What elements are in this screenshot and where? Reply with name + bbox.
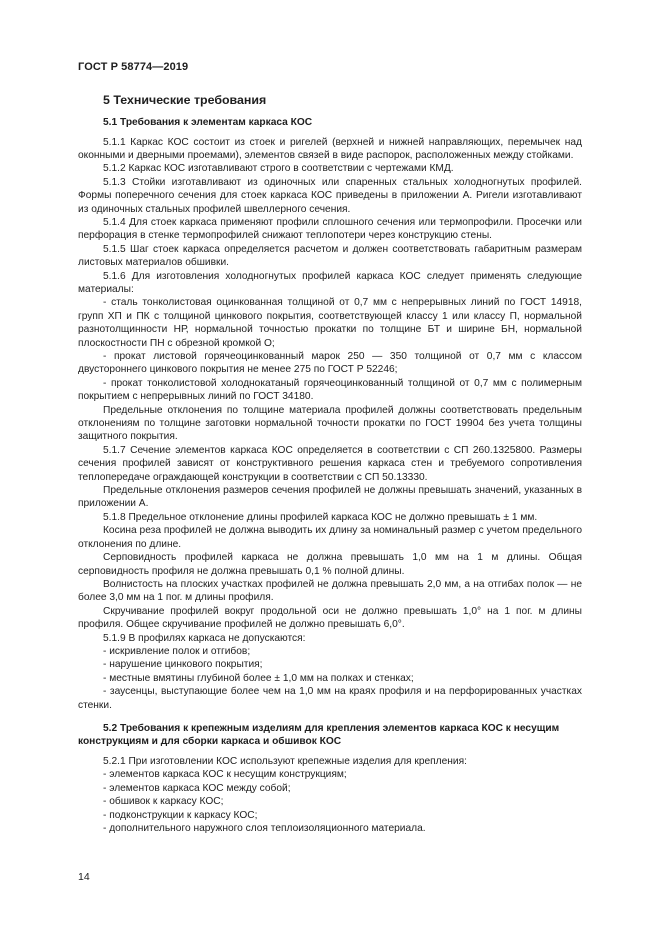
- document-header: ГОСТ Р 58774—2019: [78, 61, 189, 73]
- paragraph: 5.1.6 Для изготовления холодногнутых профилей каркаса КОС следует применять следующие материалы:: [78, 270, 582, 295]
- paragraph: - заусенцы, выступающие более чем на 1,0 мм на краях профиля и на перфорированных участках стенки.: [78, 686, 582, 711]
- section-5-1-title: 5.1 Требования к элементам каркаса КОС: [103, 117, 313, 128]
- paragraph: 5.1.1 Каркас КОС состоит из стоек и ригелей (верхней и нижней направляющих, перемычек над оконными и дверными проемами), элементов связей в виде распорок, расположенных между стойками.: [78, 136, 582, 161]
- document-body: [78, 92, 582, 835]
- paragraph: 5.2.1 При изготовлении КОС используют крепежные изделия для крепления:: [103, 755, 467, 767]
- paragraph: 5.1.5 Шаг стоек каркаса определяется расчетом и должен соответствовать габаритным размерам листовых материалов обшивки.: [78, 243, 582, 269]
- paragraph: 5.1.4 Для стоек каркаса применяют профили сплошного сечения или термопрофили. Просечки или перфорация в стенке термопрофилей снижают теплопотери через конструкцию стены.: [78, 216, 582, 242]
- paragraph: - подконструкции к каркасу КОС;: [103, 809, 258, 821]
- paragraph: - прокат листовой горячеоцинкованный марок 250 — 350 толщиной от 0,7 мм с классом двустороннего цинкового покрытия не менее 275 по ГОСТ Р 52246;: [78, 351, 582, 376]
- paragraph: 5.1.8 Предельное отклонение длины профилей каркаса КОС не должно превышать ± 1 мм.: [103, 511, 538, 523]
- paragraph: Серповидность профилей каркаса не должна превышать 1,0 мм на 1 м длины. Общая серповидность профиля не должна превышать 0,1 % полной длины.: [78, 552, 582, 577]
- section-5-1-paragraphs: [78, 136, 582, 712]
- paragraph: - нарушение цинкового покрытия;: [103, 659, 263, 671]
- page-number: 14: [78, 871, 90, 883]
- paragraph: - искривление полок и отгибов;: [103, 645, 251, 657]
- paragraph: 5.1.2 Каркас КОС изготавливают строго в соответствии с чертежами КМД.: [103, 163, 454, 175]
- paragraph: - элементов каркаса КОС к несущим конструкциям;: [103, 769, 347, 781]
- paragraph: 5.1.9 В профилях каркаса не допускаются:: [103, 632, 306, 644]
- paragraph: - сталь тонколистовая оцинкованная толщиной от 0,7 мм с непрерывных линий по ГОСТ 14918, групп ХП и ПК с толщиной цинкового покрытия, соответствующей классу 1 или классу П, нормальной разнотолщинности НР, нормальной точностью прокатки по толщине БТ и ширине БН, нормальной плоскостности ПН с обрезной кромкой О;: [78, 297, 582, 349]
- paragraph: Предельные отклонения по толщине материала профилей должны соответствовать предельным отклонениям по толщине заготовки нормальной точности прокатки по ГОСТ 19904 без учета толщины защитного покрытия.: [78, 404, 582, 443]
- paragraph: Косина реза профилей не должна выводить их длину за номинальный размер с учетом предельного отклонения по длине.: [78, 525, 582, 550]
- paragraph: - элементов каркаса КОС между собой;: [103, 782, 291, 794]
- paragraph: Скручивание профилей вокруг продольной оси не должно превышать 1,0° на 1 пог. м длины профиля. Общее скручивание профилей не должно превышать 6,0°.: [78, 605, 582, 631]
- paragraph: 5.1.3 Стойки изготавливают из одиночных или спаренных стальных холодногнутых профилей. Формы поперечного сечения для стоек каркаса КОС приведены в приложении А. Ригели изготавливают из одиночных стальных профилей швеллерного сечения.: [78, 176, 582, 215]
- section-5-2-paragraphs: [78, 755, 582, 835]
- paragraph: Волнистость на плоских участках профилей не должна превышать 2,0 мм, а на отгибах полок — не более 3,0 мм на 1 пог. м длины профиля.: [78, 578, 582, 604]
- paragraph: - дополнительного наружного слоя теплоизоляционного материала.: [103, 823, 426, 834]
- section-5-title: 5 Технические требования: [103, 93, 267, 107]
- paragraph: - прокат тонколистовой холоднокатаный горячеоцинкованный толщиной от 0,7 мм с полимерным покрытием с непрерывных линий по ГОСТ 34180.: [78, 377, 582, 403]
- section-5-2-title: 5.2 Требования к крепежным изделиям для крепления элементов каркаса КОС к несущим конструкциям и для сборки каркаса и обшивок КОС: [78, 722, 560, 748]
- paragraph: 5.1.7 Сечение элементов каркаса КОС определяется в соответствии с СП 260.1325800. Размеры сечения профилей зависят от конструктивного решения каркаса стен и требуемого сопротивления теплопередаче ограждающей конструкции в соответствии с СП 50.13330.: [78, 444, 582, 483]
- paragraph: - обшивок к каркасу КОС;: [103, 796, 224, 808]
- paragraph: Предельные отклонения размеров сечения профилей не должны превышать значений, указанных в приложении А.: [78, 485, 582, 510]
- paragraph: - местные вмятины глубиной более ± 1,0 мм на полках и стенках;: [103, 672, 414, 684]
